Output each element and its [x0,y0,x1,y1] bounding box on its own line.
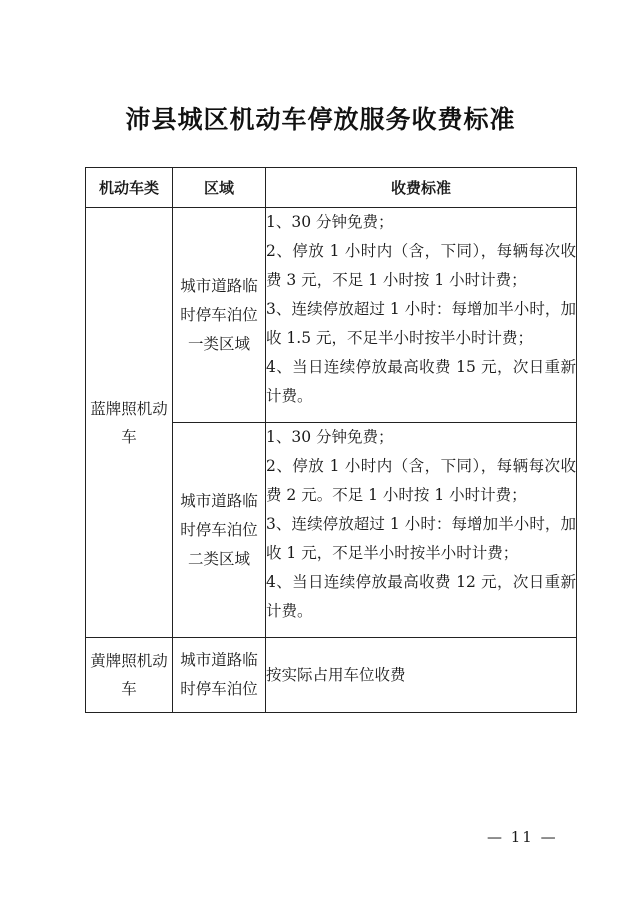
page-title: 沛县城区机动车停放服务收费标准 [125,105,516,134]
fee-rule-item: 4、当日连续停放最高收费 15 元，次日重新计费。 [266,358,576,405]
fee-rules-class-2 [266,423,577,638]
fee-rules-class-1 [266,208,577,423]
fee-rule-item: 1、30 分钟免费； [266,213,394,231]
fee-rule-item: 4、当日连续停放最高收费 12 元，次日重新计费。 [266,573,576,620]
header-vehicle-type: 机动车类 [86,168,173,208]
fee-rule-item: 3、连续停放超过 1 小时：每增加半小时，加收 1 元，不足半小时按半小时计费； [266,515,576,562]
table-row [86,208,577,423]
area-class-1: 城市道路临时停车泊位一类区域 [173,208,266,423]
header-area: 区域 [173,168,266,208]
area-yellow-plate: 城市道路临时停车泊位 [173,638,266,713]
header-fee-standard: 收费标准 [266,168,577,208]
fee-standard-table [85,167,577,713]
area-class-2: 城市道路临时停车泊位二类区域 [173,423,266,638]
vehicle-type-blue-plate: 蓝牌照机动车 [86,208,173,638]
table-row [86,638,577,713]
vehicle-type-yellow-plate: 黄牌照机动车 [86,638,173,713]
table-header-row [86,168,577,208]
fee-rule-item: 3、连续停放超过 1 小时：每增加半小时，加收 1.5 元，不足半小时按半小时计费； [266,300,576,347]
fee-rule-yellow-plate: 按实际占用车位收费 [266,638,577,713]
fee-rule-item: 2、停放 1 小时内（含，下同），每辆每次收费 3 元，不足 1 小时按 1 小时计费； [266,242,576,289]
fee-rule-item: 1、30 分钟免费； [266,428,394,446]
page-number: — 11 — [487,828,558,846]
fee-rule-item: 2、停放 1 小时内（含，下同），每辆每次收费 2 元。不足 1 小时按 1 小时计费； [266,457,576,504]
